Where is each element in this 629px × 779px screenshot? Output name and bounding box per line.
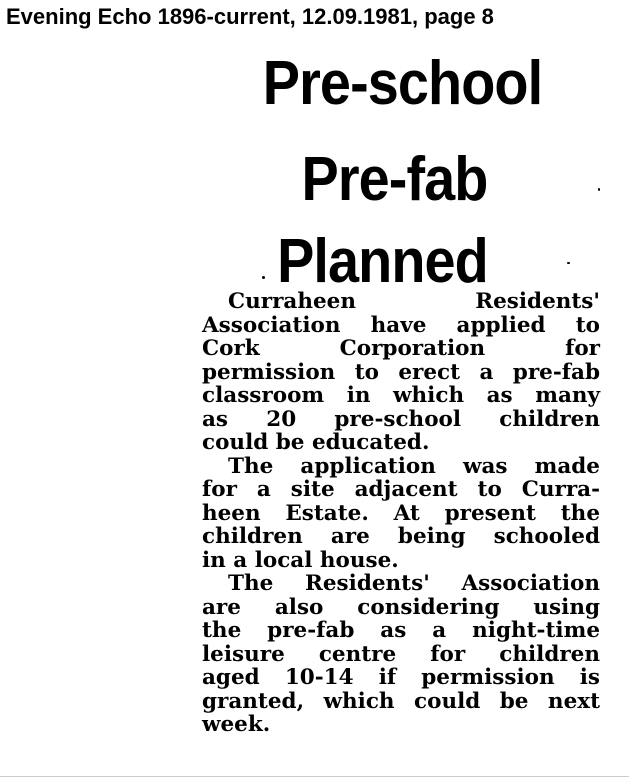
text-line: permission to erect a pre-fab	[202, 359, 600, 385]
text-line: heen Estate. At present the	[202, 500, 600, 526]
text-line: could be educated.	[202, 430, 430, 455]
print-speck	[598, 188, 600, 191]
text-line: The application was made	[228, 453, 600, 479]
print-speck	[262, 276, 265, 279]
paragraph-2	[202, 455, 600, 573]
bottom-rule	[0, 776, 629, 777]
text-line: children are being schooled	[202, 524, 600, 549]
paragraph-1	[202, 290, 600, 455]
headline-line-2: Pre-fab	[301, 145, 488, 214]
text-line: leisure centre for children	[202, 641, 600, 667]
text-line: as 20 pre-school children	[202, 406, 600, 432]
text-line: The Residents' Association	[228, 571, 600, 596]
print-speck	[567, 262, 570, 264]
text-line: Cork Corporation for	[202, 336, 600, 361]
text-line: Curraheen Residents'	[228, 289, 600, 314]
text-line: Association have applied to	[202, 312, 600, 338]
text-line: classroom in which as many	[202, 383, 600, 408]
paragraph-3	[202, 572, 600, 737]
text-line: the pre-fab as a night-time	[202, 618, 600, 643]
text-line: aged 10-14 if permission is	[202, 665, 600, 690]
text-line: granted, which could be next	[202, 688, 600, 714]
text-line: are also considering using	[202, 594, 600, 620]
headline-line-3: Planned	[277, 227, 488, 296]
text-line: for a site adjacent to Curra-	[202, 477, 600, 502]
headline-line-1: Pre-school	[262, 49, 543, 118]
text-line: in a local house.	[202, 547, 399, 573]
article-body	[202, 290, 600, 737]
source-caption: Evening Echo 1896-current, 12.09.1981, page 8	[6, 4, 494, 29]
text-line: week.	[202, 712, 271, 737]
